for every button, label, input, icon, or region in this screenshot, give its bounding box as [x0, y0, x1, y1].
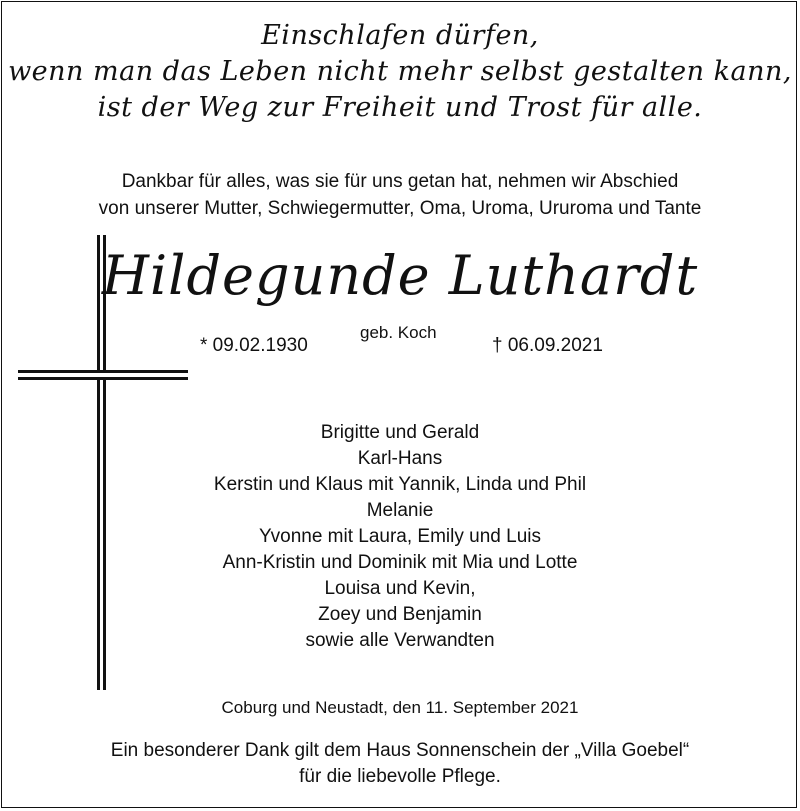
mourner-line: Melanie [366, 500, 434, 521]
mourner-line: Yvonne mit Laura, Emily und Luis [259, 526, 541, 547]
thanks-note [0, 738, 800, 790]
cross-icon-joint [100, 373, 103, 377]
mourner-line: sowie alle Verwandten [305, 630, 495, 651]
thanks-line-2: für die liebevolle Pflege. [299, 766, 501, 787]
verse-line-3: ist der Weg zur Freiheit und Trost für alle. [97, 92, 703, 123]
death-date: † 06.09.2021 [492, 335, 603, 356]
maiden-name: geb. Koch [360, 323, 437, 342]
intro-line-1: Dankbar für alles, was sie für uns getan hat, nehmen wir Abschied [121, 171, 679, 192]
verse-line-1: Einschlafen dürfen, [261, 20, 539, 51]
mourner-line: Ann-Kristin und Dominik mit Mia und Lotte [222, 552, 578, 573]
cross-icon-bar [18, 370, 188, 380]
mourner-line: Brigitte und Gerald [320, 422, 480, 443]
intro-line-2: von unserer Mutter, Schwiegermutter, Oma, Uroma, Ururoma und Tante [98, 198, 702, 219]
mourners-list [150, 420, 650, 654]
place-and-date: Coburg und Neustadt, den 11. September 2021 [221, 698, 579, 717]
mourner-line: Louisa und Kevin, [324, 578, 476, 599]
verse-line-2: wenn man das Leben nicht mehr selbst gestalten kann, [8, 56, 792, 87]
mourner-line: Kerstin und Klaus mit Yannik, Linda und Phil [213, 474, 587, 495]
intro-text [0, 168, 800, 222]
mourner-line: Zoey und Benjamin [318, 604, 482, 625]
birth-date: * 09.02.1930 [200, 335, 308, 356]
thanks-line-1: Ein besonderer Dank gilt dem Haus Sonnenschein der „Villa Goebel“ [110, 740, 690, 761]
deceased-name: Hildegunde Luthardt [101, 244, 699, 307]
verse [0, 18, 800, 126]
mourner-line: Karl-Hans [357, 448, 443, 469]
